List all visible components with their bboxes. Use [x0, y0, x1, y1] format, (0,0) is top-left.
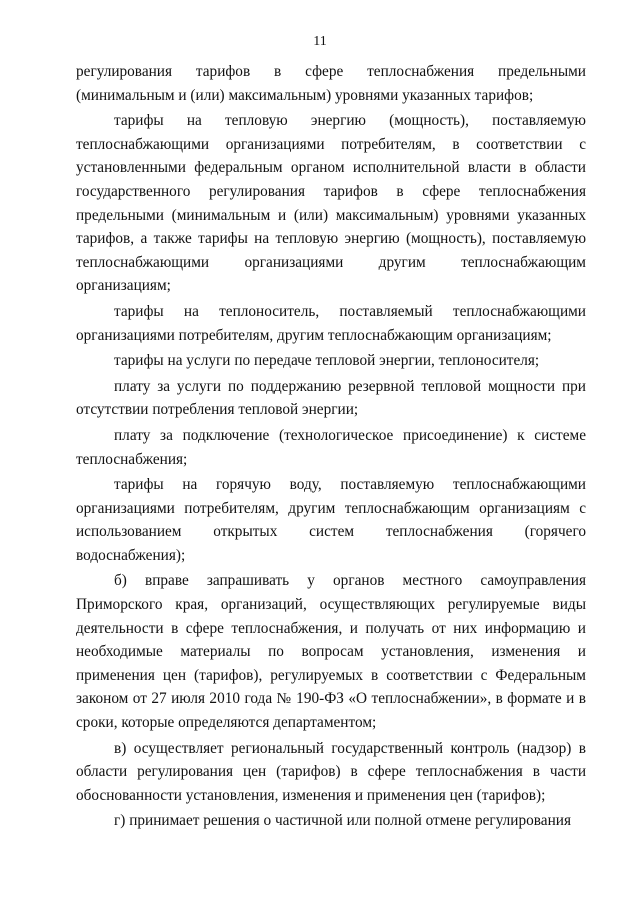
page-number: 11 — [313, 34, 327, 49]
document-body — [76, 60, 586, 835]
paragraph-item-b: б) вправе запрашивать у органов местного самоуправления Приморского края, организаций, осуществляющих регулируемые виды деятельности в сфере теплоснабжения, и получать от них информацию и необходимые материалы по вопросам установления, изменения и применения цен (тарифов), регулируемых в соответствии с Федеральным законом от 27 июля 2010 года № 190-ФЗ «О теплоснабжении», в формате и в сроки, которые определяются департаментом; — [76, 572, 586, 732]
paragraph-heat-energy-tariffs: тарифы на тепловую энергию (мощность), поставляемую теплоснабжающими организациями потребителям, в соответствии с установленными федеральным органом исполнительной власти в области государственного регулирования тарифов в сфере теплоснабжения предельными (минимальным и (или) максимальным) уровнями указанных тарифов, а также тарифы на тепловую энергию (мощность), поставляемую теплоснабжающими организациями другим теплоснабжающим организациям; — [76, 112, 586, 295]
paragraph-hot-water-tariffs: тарифы на горячую воду, поставляемую теплоснабжающими организациями потребителям, другим теплоснабжающим организациям с использованием открытых систем теплоснабжения (горячего водоснабжения); — [76, 476, 586, 564]
paragraph-heat-carrier-tariffs: тарифы на теплоноситель, поставляемый теплоснабжающими организациями потребителям, другим теплоснабжающим организациям; — [76, 302, 586, 344]
paragraph-continuation: регулирования тарифов в сфере теплоснабжения предельными (минимальным и (или) максимальным) уровнями указанных тарифов; — [76, 63, 586, 104]
paragraph-connection-fee: плату за подключение (технологическое присоединение) к системе теплоснабжения; — [76, 426, 586, 468]
paragraph-item-v: в) осуществляет региональный государственный контроль (надзор) в области регулирования цен (тарифов) в сфере теплоснабжения в части обоснованности установления, изменения и применения цен (тарифов); — [76, 739, 586, 804]
paragraph-reserve-capacity-fee: плату за услуги по поддержанию резервной тепловой мощности при отсутствии потребления тепловой энергии; — [76, 377, 586, 419]
paragraph-transmission-tariffs: тарифы на услуги по передаче тепловой энергии, теплоносителя; — [114, 352, 540, 370]
paragraph-item-g: г) принимает решения о частичной или полной отмене регулирования — [114, 812, 572, 830]
